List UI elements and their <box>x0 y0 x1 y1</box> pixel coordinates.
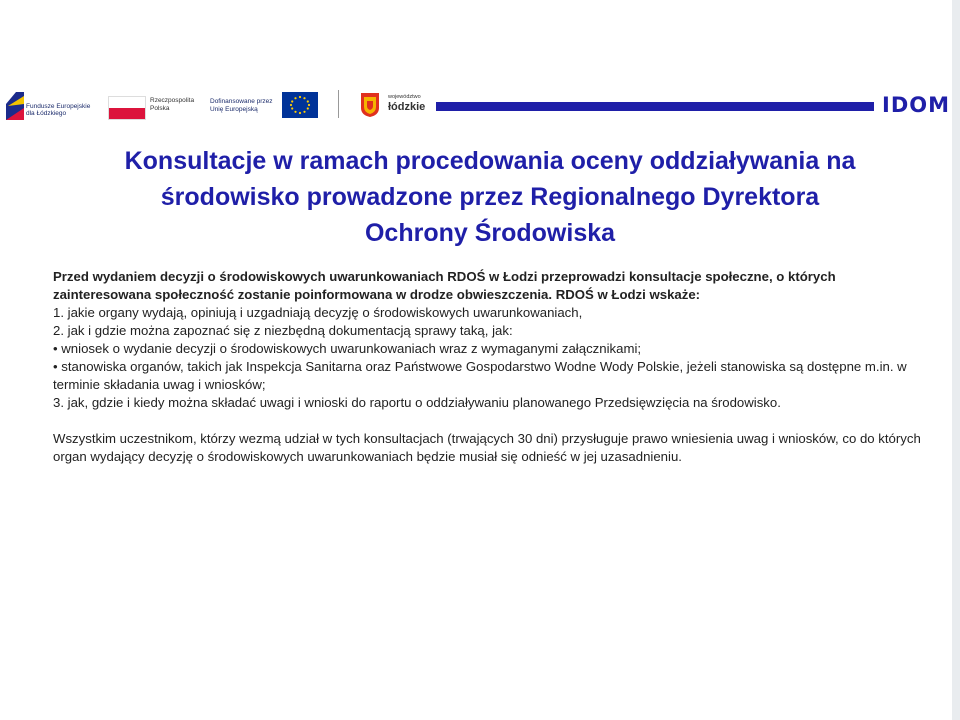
list-item-bullet-1: • wniosek o wydanie decyzji o środowiskowych uwarunkowaniach wraz z wymaganymi załącznikami; <box>53 341 642 356</box>
lodzkie-crest-icon <box>360 92 380 118</box>
title-line-3: Ochrony Środowiska <box>364 219 616 247</box>
logo-bar <box>0 86 960 126</box>
logo-divider <box>338 90 339 118</box>
eu-logo-text: Dofinansowane przez Unię Europejską <box>210 98 273 113</box>
rzeczpospolita-logo <box>108 94 200 122</box>
title-line-2: środowisko prowadzone przez Regionalnego Dyrektora <box>160 183 820 211</box>
lodzkie-logo <box>360 88 432 120</box>
closing-paragraph: Wszystkim uczestnikom, którzy wezmą udział w tych konsultacjach (trwających 30 dni) przysługuje prawo wniesienia uwag i wniosków, co do których organ wydający decyzję o środowiskowych uwarunkowaniach będzie musiał się odnieść w jej uzasadnieniu. <box>53 431 921 464</box>
fundusze-europejskie-logo <box>6 90 98 122</box>
slide-title <box>40 143 940 251</box>
list-item-2: 2. jak i gdzie można zapoznać się z niezbędną dokumentacją sprawy taką, jak: <box>53 323 513 338</box>
lodzkie-big-text: łódzkie <box>388 101 426 113</box>
title-line-1: Konsultacje w ramach procedowania oceny oddziaływania na <box>124 147 856 175</box>
fe-logo-text: Fundusze Europejskie dla Łódzkiego <box>26 103 91 117</box>
header-blue-line <box>436 102 874 111</box>
intro-paragraph: Przed wydaniem decyzji o środowiskowych uwarunkowaniach RDOŚ w Łodzi przeprowadzi konsultacje społeczne, o których zainteresowana społeczność zostanie poinformowana w drodze obwieszczenia. RDOŚ w Łodzi wskaże: <box>53 269 836 302</box>
slide-body <box>53 268 923 466</box>
lodzkie-small-text: województwo <box>388 94 421 100</box>
idom-logo: IDOM <box>882 93 950 117</box>
eu-logo <box>210 92 320 120</box>
fe-mark-icon <box>6 90 24 122</box>
eu-flag-icon <box>282 92 318 118</box>
list-item-bullet-2: • stanowiska organów, takich jak Inspekcja Sanitarna oraz Państwowe Gospodarstwo Wodne Wody Polskie, jeżeli stanowiska są dostępne m.in. w terminie składania uwag i wniosków; <box>53 359 907 392</box>
list-item-3: 3. jak, gdzie i kiedy można składać uwagi i wnioski do raportu o oddziaływaniu planowanego Przedsięwzięcia na środowisko. <box>53 395 781 410</box>
polish-flag-icon <box>108 96 146 120</box>
rp-logo-text: Rzeczpospolita Polska <box>150 97 195 112</box>
list-item-1: 1. jakie organy wydają, opiniują i uzgadniają decyzję o środowiskowych uwarunkowaniach, <box>53 305 583 320</box>
